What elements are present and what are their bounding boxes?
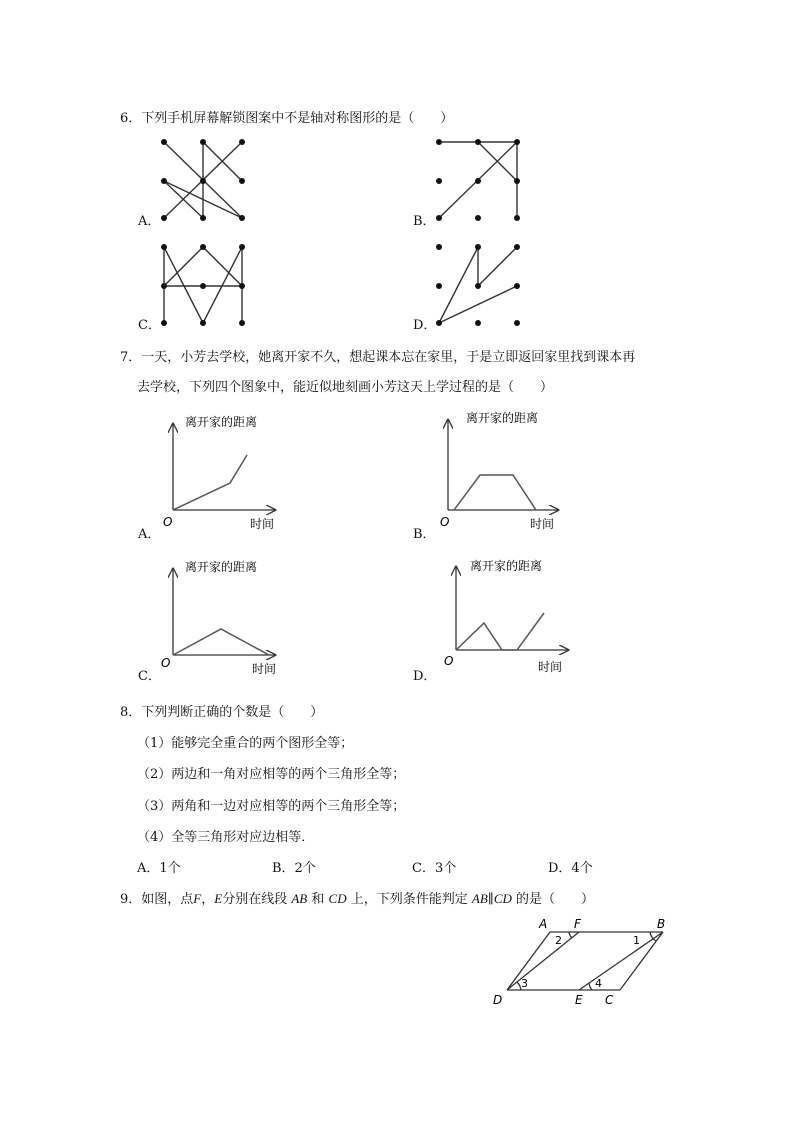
q9-stem-post: 上，下列条件能判定 — [350, 892, 468, 907]
graph-a-y-label: 离开家的距离 — [185, 415, 258, 429]
q6-option-a-label: A． — [138, 214, 161, 229]
q8-statement-2: （2）两边和一角对应相等的两个三角形全等； — [137, 767, 406, 782]
q7-option-b-label: B． — [413, 527, 436, 542]
q7-option-a-label: A． — [138, 527, 161, 542]
q9-angle-3: 3 — [521, 977, 528, 990]
q9-stem-and: 和 — [311, 892, 325, 907]
q7-graph-b — [430, 410, 570, 535]
q7-stem-line2: 去学校，下列四个图象中，能近似地刻画小芳这天上学过程的是（ ） — [137, 380, 554, 395]
graph-c-x-label: 时间 — [252, 662, 277, 676]
q6-option-d-label: D． — [413, 318, 437, 333]
graph-c-y-label: 离开家的距离 — [185, 560, 258, 574]
q6-pattern-b — [430, 135, 530, 225]
q9-stem-mid: 分别在线段 — [222, 892, 288, 907]
q9-stem-e: E — [214, 891, 223, 906]
q7-option-d-label: D． — [413, 669, 437, 684]
q6-option-b-label: B． — [413, 214, 436, 229]
q8-stem: 8．下列判断正确的个数是（ ） — [120, 705, 324, 720]
graph-b-origin: O — [440, 515, 450, 529]
q6-pattern-d — [430, 240, 530, 330]
q9-stem-comma: ， — [201, 892, 215, 907]
q8-statement-4: （4）全等三角形对应边相等． — [137, 830, 315, 845]
q8-choice-d: D．4个 — [548, 861, 593, 876]
q9-label-e: E — [575, 993, 583, 1007]
q9-label-b: B — [657, 917, 666, 931]
q7-graph-d — [430, 555, 580, 680]
q7-option-c-label: C． — [138, 669, 161, 684]
q9-stem-f: F — [193, 891, 202, 906]
q9-angle-2: 2 — [555, 934, 562, 947]
q9-label-f: F — [574, 917, 581, 931]
q9-stem-ab: AB — [291, 891, 308, 906]
graph-d-x-label: 时间 — [538, 660, 563, 674]
q9-stem-cd: CD — [328, 891, 347, 906]
graph-a-origin: O — [163, 515, 173, 529]
q6-option-c-label: C． — [138, 318, 161, 333]
q7-stem-line1: 7．一天，小芳去学校，她离开家不久，想起课本忘在家里，于是立即返回家里找到课本再 — [120, 350, 636, 365]
q9-label-d: D — [493, 993, 503, 1007]
graph-d-origin: O — [444, 654, 454, 668]
q9-angle-1: 1 — [633, 934, 640, 947]
graph-b-x-label: 时间 — [530, 517, 555, 531]
q8-statement-1: （1）能够完全重合的两个图形全等； — [137, 736, 354, 751]
q6-pattern-a — [155, 135, 255, 225]
graph-b-y-label: 离开家的距离 — [466, 411, 539, 425]
graph-d-y-label: 离开家的距离 — [470, 559, 543, 573]
q9-label-c: C — [605, 993, 614, 1007]
q9-stem-parallel: ∥ — [487, 892, 494, 907]
q8-choice-c: C．3个 — [412, 861, 457, 876]
q8-choice-a: A．1个 — [137, 861, 181, 876]
graph-c-origin: O — [161, 656, 171, 670]
q9-label-a: A — [539, 917, 548, 931]
q7-graph-c — [155, 555, 295, 680]
q9-stem — [120, 888, 594, 907]
q6-pattern-c — [155, 240, 255, 330]
q9-stem-end: 的是（ ） — [516, 892, 595, 907]
q6-stem: 6．下列手机屏幕解锁图案中不是轴对称图形的是（ ） — [120, 111, 454, 126]
graph-a-x-label: 时间 — [250, 517, 275, 531]
q9-angle-4: 4 — [595, 977, 602, 990]
q9-stem-cd2: CD — [493, 891, 512, 906]
q9-stem-ab2: AB — [471, 891, 488, 906]
q9-stem-pre: 9．如图，点 — [120, 892, 194, 907]
q8-choice-b: B．2个 — [272, 861, 316, 876]
q9-figure — [485, 912, 675, 1012]
q8-statement-3: （3）两角和一边对应相等的两个三角形全等； — [137, 799, 406, 814]
q7-graph-a — [155, 410, 295, 535]
